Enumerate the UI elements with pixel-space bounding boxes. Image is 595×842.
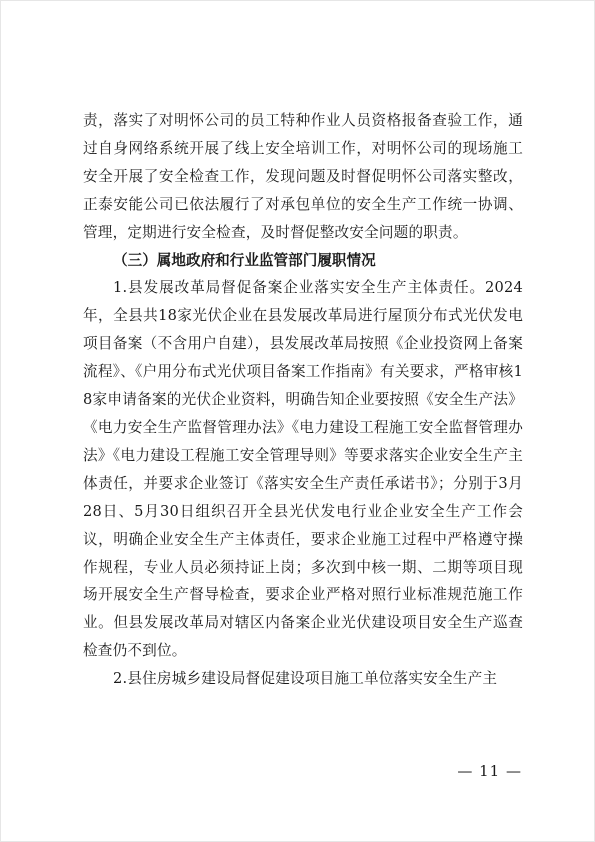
- paragraph-housing-construction-bureau: 2.县住房城乡建设局督促建设项目施工单位落实安全生产主: [113, 670, 498, 688]
- document-body: [83, 107, 523, 693]
- paragraph-continuation: 责，落实了对明怀公司的员工特种作业人员资格报备查验工作，通过自身网络系统开展了线上安全培训工作，对明怀公司的现场施工安全开展了安全检查工作，发现问题及时督促明怀公司落实整改，正泰安能公司已依法履行了对承包单位的安全生产工作统一协调、管理，定期进行安全检查，及时督促整改安全问题的职责。: [83, 112, 523, 241]
- paragraph-development-reform-bureau: 1.县发展改革局督促备案企业落实安全生产主体责任。2024年，全县共18家光伏企业在县发展改革局进行屋顶分布式光伏发电项目备案（不含用户自建），县发展改革局按照《企业投资网上备案流程》、《户用分布式光伏项目备案工作指南》有关要求，严格审核18家申请备案的光伏企业资料，明确告知企业要按照《安全生产法》《电力安全生产监督管理办法》《电力建设工程施工安全监督管理办法》《电力建设工程施工安全管理导则》等要求落实企业安全生产主体责任，并要求企业签订《落实安全生产责任承诺书》；分别于3月28日、5月30日组织召开全县光伏发电行业企业安全生产工作会议，明确企业安全生产主体责任，要求企业施工过程中严格遵守操作规程，专业人员必须持证上岗；多次到中核一期、二期等项目现场开展安全生产督导检查，要求企业严格对照行业标准规范施工作业。但县发展改革局对辖区内备案企业光伏建设项目安全生产巡查检查仍不到位。: [83, 279, 523, 660]
- page-number: — 11 —: [457, 762, 522, 780]
- section-heading: （三）属地政府和行业监管部门履职情况: [113, 251, 376, 269]
